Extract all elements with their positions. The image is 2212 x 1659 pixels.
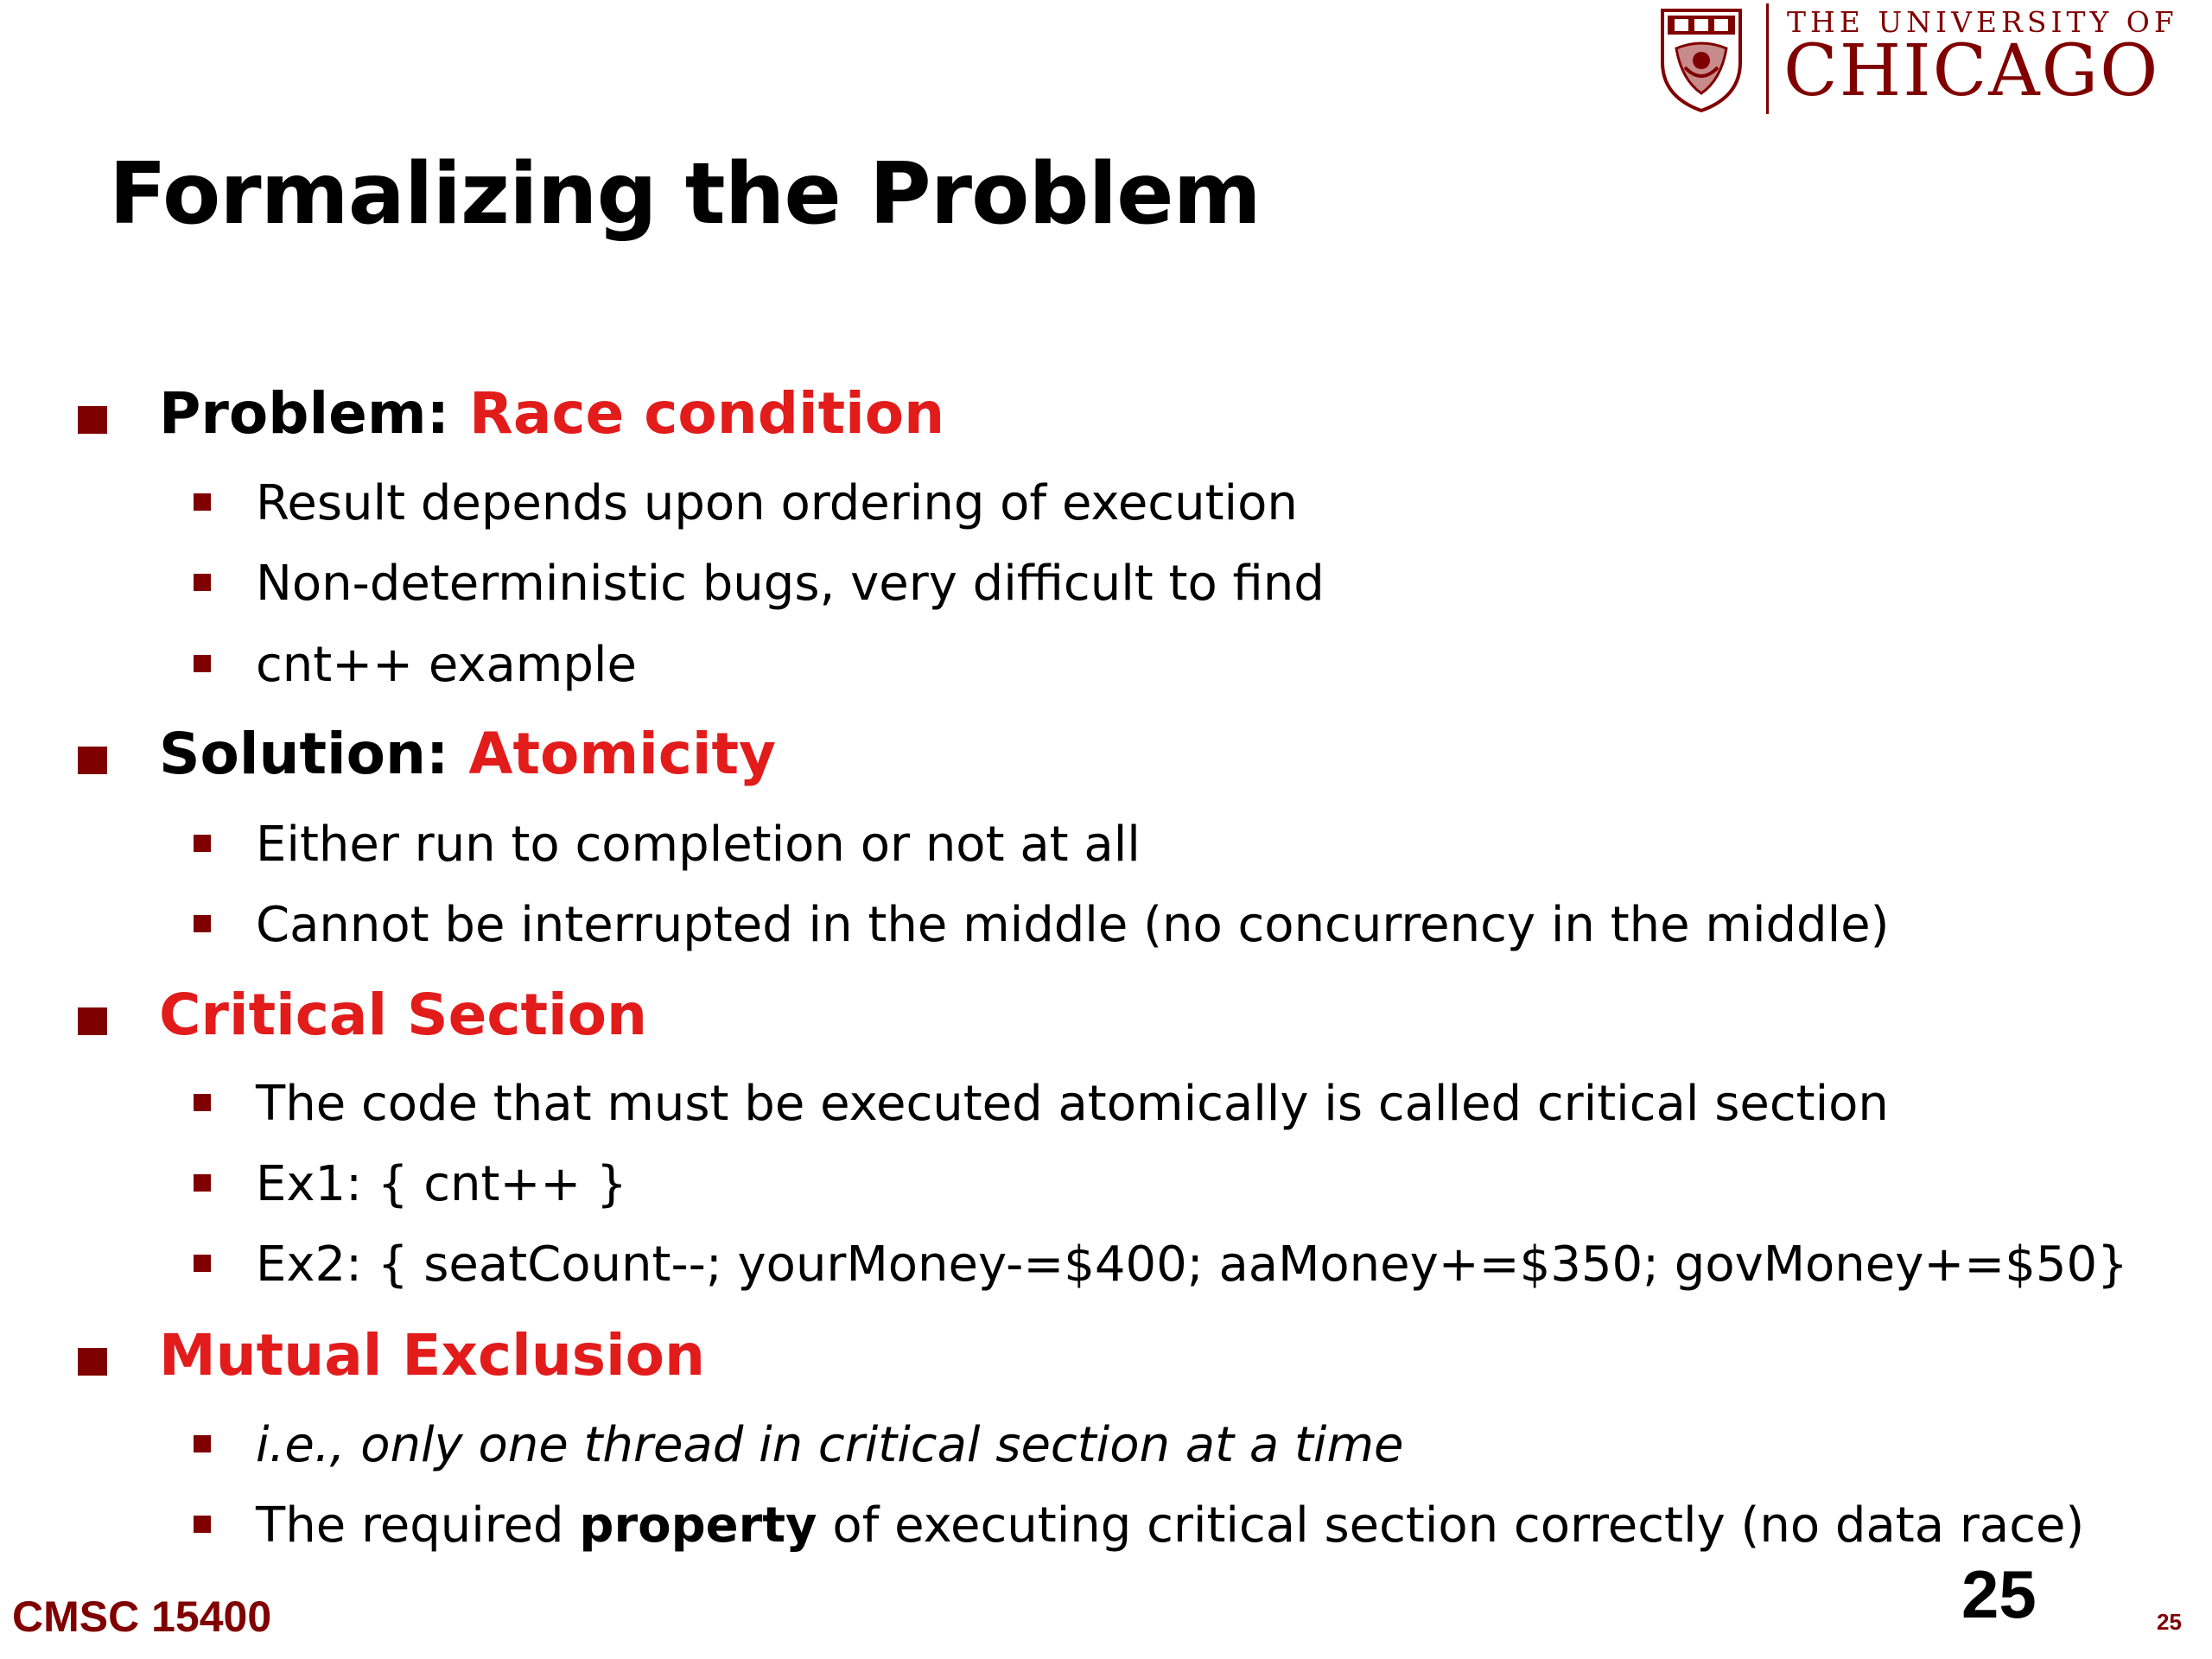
- bullet-problem: [159, 380, 945, 447]
- small-square-bullet-icon: [194, 655, 211, 672]
- bullet-mutual-exclusion: [159, 1322, 705, 1389]
- sub-bullet-text: i.e., only one thread in critical section at a time: [256, 1417, 1404, 1473]
- sub-bullet-text: Either run to completion or not at all: [256, 817, 1141, 873]
- small-square-bullet-icon: [194, 493, 211, 511]
- university-logo: [1659, 0, 2212, 121]
- sub-bullet-text: Result depends upon ordering of execution: [256, 475, 1298, 531]
- sub-bullet-text: Ex1: { cnt++ }: [256, 1156, 627, 1212]
- small-square-bullet-icon: [194, 1435, 211, 1452]
- sub-bullet-text: cnt++ example: [256, 637, 637, 693]
- logo-chicago-text: CHICAGO: [1783, 30, 2160, 112]
- small-square-bullet-icon: [194, 1255, 211, 1272]
- slide-number: 25: [2157, 1609, 2182, 1635]
- small-square-bullet-icon: [194, 835, 211, 852]
- sub-bullet-text-before: The required: [256, 1497, 580, 1554]
- bullet-highlight: Race condition: [469, 380, 945, 447]
- sub-bullet-text: Cannot be interrupted in the middle (no concurrency in the middle): [256, 897, 1890, 953]
- slide-title: Formalizing the Problem: [109, 145, 1261, 244]
- sub-bullet: [256, 475, 1298, 531]
- small-square-bullet-icon: [194, 1516, 211, 1533]
- course-code: CMSC 15400: [12, 1592, 272, 1641]
- logo-divider: [1766, 3, 1769, 114]
- bullet-highlight: Mutual Exclusion: [159, 1322, 705, 1389]
- sub-bullet: [256, 1497, 2085, 1554]
- sub-bullet: [256, 556, 1325, 612]
- bullet-highlight: Atomicity: [468, 721, 777, 787]
- square-bullet-icon: [78, 406, 107, 434]
- sub-bullet-text: Ex2: { seatCount--; yourMoney-=$400; aaMoney+=$350; govMoney+=$50}: [256, 1236, 2128, 1293]
- small-square-bullet-icon: [194, 1174, 211, 1192]
- square-bullet-icon: [78, 747, 107, 774]
- sub-bullet: [256, 817, 1141, 873]
- sub-bullet-text: Non-deterministic bugs, very difficult to find: [256, 556, 1325, 612]
- sub-bullet-text-bold: property: [579, 1497, 817, 1554]
- sub-bullet-text: The code that must be executed atomically is called critical section: [256, 1076, 1889, 1132]
- sub-bullet: [256, 637, 637, 693]
- sub-bullet-text-after: of executing critical section correctly (no data race): [817, 1497, 2085, 1554]
- sub-bullet: [256, 1236, 2128, 1293]
- square-bullet-icon: [78, 1348, 107, 1376]
- small-square-bullet-icon: [194, 574, 211, 591]
- sub-bullet: [256, 1076, 1889, 1132]
- sub-bullet: [256, 1156, 627, 1212]
- bullet-critical-section: [159, 982, 647, 1048]
- bullet-label: Solution:: [159, 721, 469, 787]
- logo-university-text: THE UNIVERSITY OF: [1787, 5, 2178, 39]
- bullet-solution: [159, 721, 777, 787]
- university-crest-icon: [1659, 7, 1744, 112]
- square-bullet-icon: [78, 1007, 107, 1035]
- sub-bullet: [256, 897, 1890, 953]
- small-square-bullet-icon: [194, 915, 211, 932]
- bullet-highlight: Critical Section: [159, 982, 647, 1048]
- page-number: 25: [1961, 1556, 2037, 1632]
- sub-bullet: [256, 1417, 1404, 1473]
- small-square-bullet-icon: [194, 1094, 211, 1111]
- bullet-label: Problem:: [159, 380, 470, 447]
